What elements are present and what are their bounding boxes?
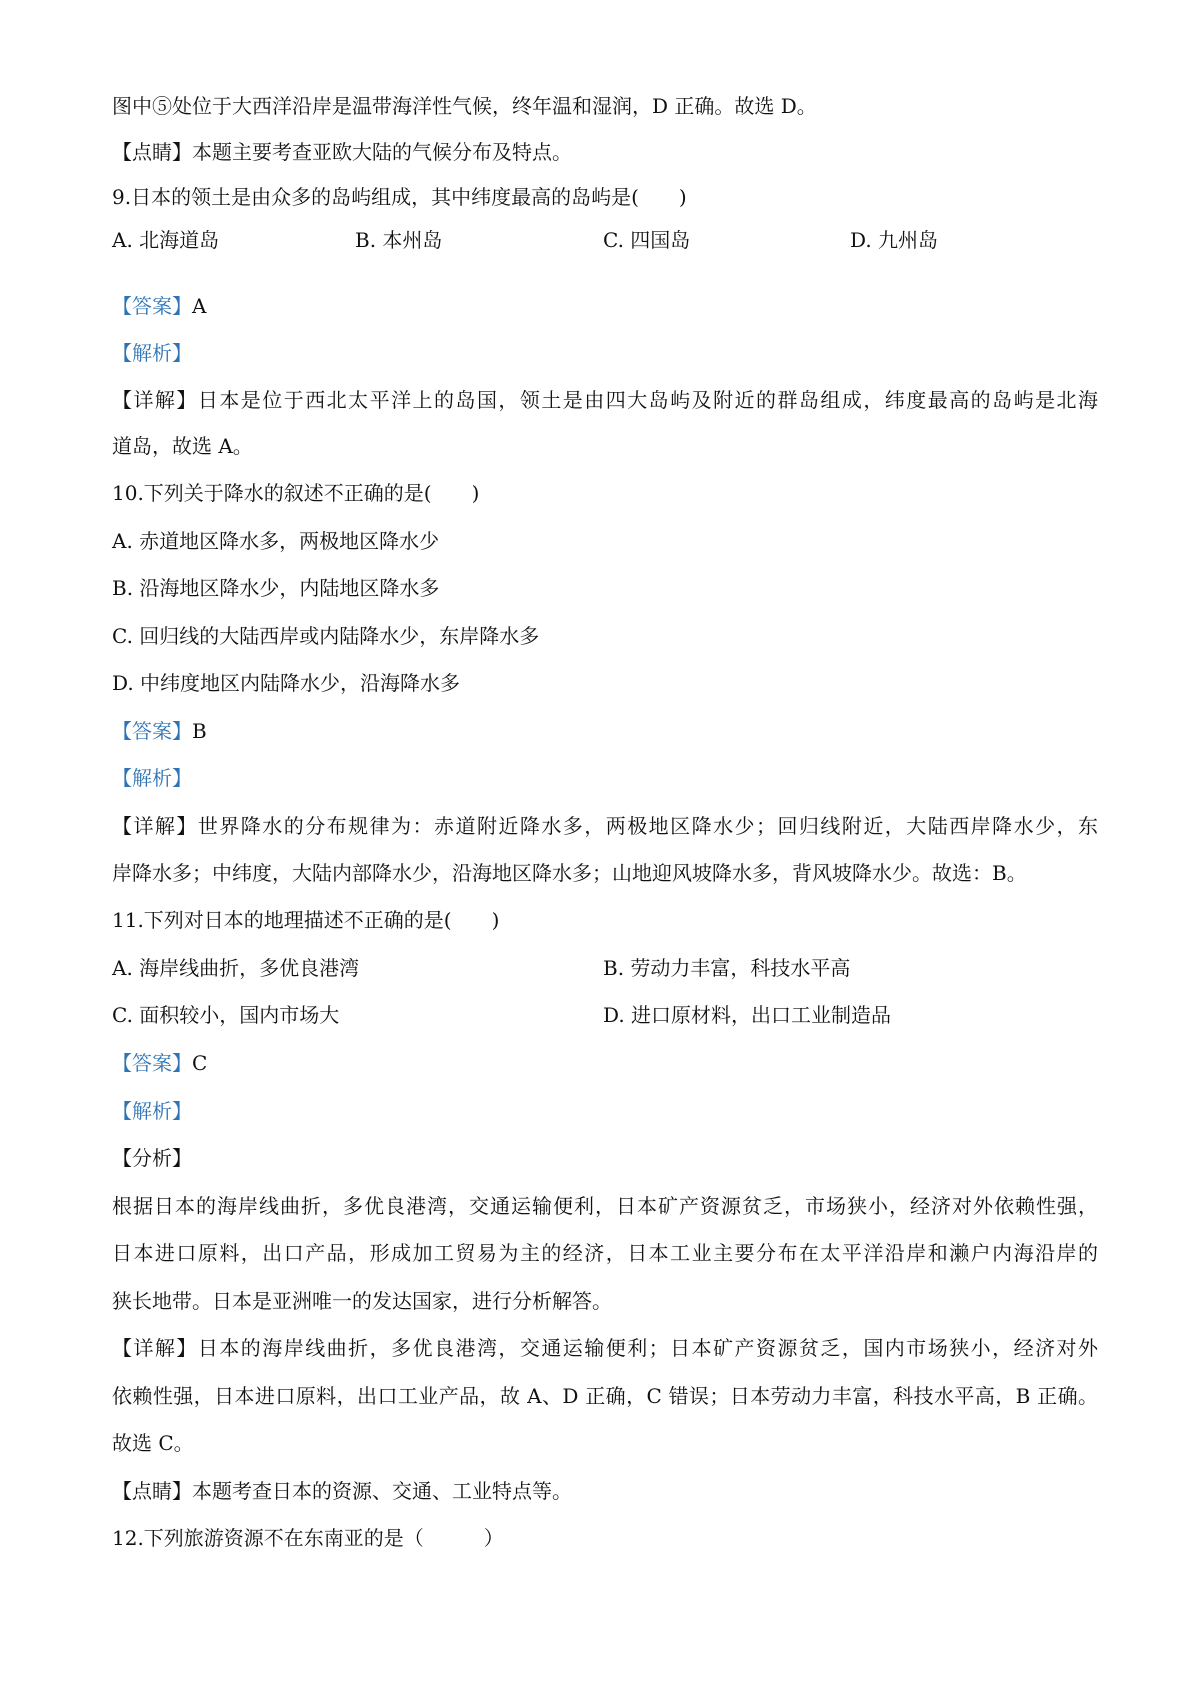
q9-answer bbox=[112, 292, 206, 320]
detail-tag: 【详解】 bbox=[112, 814, 198, 838]
detail-text: 日本是位于西北太平洋上的岛国，领土是由四大岛屿及附近的群岛组成，纬度最高的岛屿是北海 bbox=[197, 388, 1099, 412]
q9-option-b: B. 本州岛 bbox=[355, 228, 443, 252]
answer-tag: 【答案】 bbox=[112, 719, 192, 743]
q12-stem: 12.下列旅游资源不在东南亚的是（ ） bbox=[112, 1526, 504, 1550]
q11-fenxi-line1: 根据日本的海岸线曲折，多优良港湾，交通运输便利，日本矿产资源贫乏，市场狭小，经济对外依赖性强， bbox=[112, 1194, 1098, 1218]
detail-tag: 【详解】 bbox=[112, 1336, 198, 1360]
q11-option-a: A. 海岸线曲折，多优良港湾 bbox=[112, 956, 360, 980]
answer-tag: 【答案】 bbox=[112, 1051, 192, 1075]
q11-fenxi-line3: 狭长地带。日本是亚洲唯一的发达国家，进行分析解答。 bbox=[112, 1289, 612, 1313]
q11-detail-line3: 故选 C。 bbox=[112, 1431, 194, 1455]
q10-stem: 10.下列关于降水的叙述不正确的是( ) bbox=[112, 481, 480, 505]
comment-text: 本题主要考查亚欧大陆的气候分布及特点。 bbox=[192, 140, 572, 164]
q8-explanation-tail: 图中⑤处位于大西洋沿岸是温带海洋性气候，终年温和湿润，D 正确。故选 D。 bbox=[112, 94, 817, 118]
q9-stem: 9.日本的领土是由众多的岛屿组成，其中纬度最高的岛屿是( ) bbox=[112, 185, 687, 209]
q11-fenxi-tag: 【分析】 bbox=[112, 1146, 192, 1170]
comment-tag: 【点睛】 bbox=[112, 140, 192, 164]
detail-text: 世界降水的分布规律为：赤道附近降水多，两极地区降水少；回归线附近，大陆西岸降水少，东 bbox=[197, 814, 1099, 838]
q9-option-d: D. 九州岛 bbox=[850, 228, 939, 252]
answer-value: C bbox=[192, 1051, 208, 1075]
detail-tag: 【详解】 bbox=[112, 388, 198, 412]
q10-detail-line1 bbox=[112, 812, 1098, 840]
q9-option-a: A. 北海道岛 bbox=[112, 228, 220, 252]
answer-value: A bbox=[192, 294, 207, 318]
q8-comment bbox=[112, 138, 572, 166]
detail-text: 日本的海岸线曲折，多优良港湾，交通运输便利；日本矿产资源贫乏，国内市场狭小，经济对外 bbox=[197, 1336, 1099, 1360]
q11-analysis-tag: 【解析】 bbox=[112, 1099, 192, 1123]
q10-option-b: B. 沿海地区降水少，内陆地区降水多 bbox=[112, 576, 440, 600]
q9-analysis-tag: 【解析】 bbox=[112, 341, 192, 365]
q11-detail-line2: 依赖性强，日本进口原料，出口工业产品，故 A、D 正确，C 错误；日本劳动力丰富，科技水平高，B 正确。 bbox=[112, 1384, 1098, 1408]
q11-fenxi-line2: 日本进口原料，出口产品，形成加工贸易为主的经济，日本工业主要分布在太平洋沿岸和濑户内海沿岸的 bbox=[112, 1241, 1098, 1265]
q10-analysis-tag: 【解析】 bbox=[112, 766, 192, 790]
q11-stem: 11.下列对日本的地理描述不正确的是( ) bbox=[112, 908, 500, 932]
answer-tag: 【答案】 bbox=[112, 294, 192, 318]
q9-detail-line1 bbox=[112, 386, 1098, 414]
q9-detail-line2: 道岛，故选 A。 bbox=[112, 434, 253, 458]
q10-detail-line2: 岸降水多；中纬度，大陆内部降水少，沿海地区降水多；山地迎风坡降水多，背风坡降水少。故选：B。 bbox=[112, 861, 1027, 885]
q11-answer bbox=[112, 1049, 207, 1077]
q10-answer bbox=[112, 717, 207, 745]
q10-option-c: C. 回归线的大陆西岸或内陆降水少，东岸降水多 bbox=[112, 624, 540, 648]
comment-tag: 【点睛】 bbox=[112, 1479, 192, 1503]
q11-comment bbox=[112, 1477, 572, 1505]
q11-detail-line1 bbox=[112, 1334, 1098, 1362]
q11-option-d: D. 进口原材料，出口工业制造品 bbox=[603, 1003, 892, 1027]
q11-option-b: B. 劳动力丰富，科技水平高 bbox=[603, 956, 851, 980]
q9-option-c: C. 四国岛 bbox=[603, 228, 691, 252]
q11-option-c: C. 面积较小，国内市场大 bbox=[112, 1003, 340, 1027]
comment-text: 本题考查日本的资源、交通、工业特点等。 bbox=[192, 1479, 572, 1503]
q10-option-d: D. 中纬度地区内陆降水少，沿海降水多 bbox=[112, 671, 461, 695]
answer-value: B bbox=[192, 719, 207, 743]
q10-option-a: A. 赤道地区降水多，两极地区降水少 bbox=[112, 529, 440, 553]
